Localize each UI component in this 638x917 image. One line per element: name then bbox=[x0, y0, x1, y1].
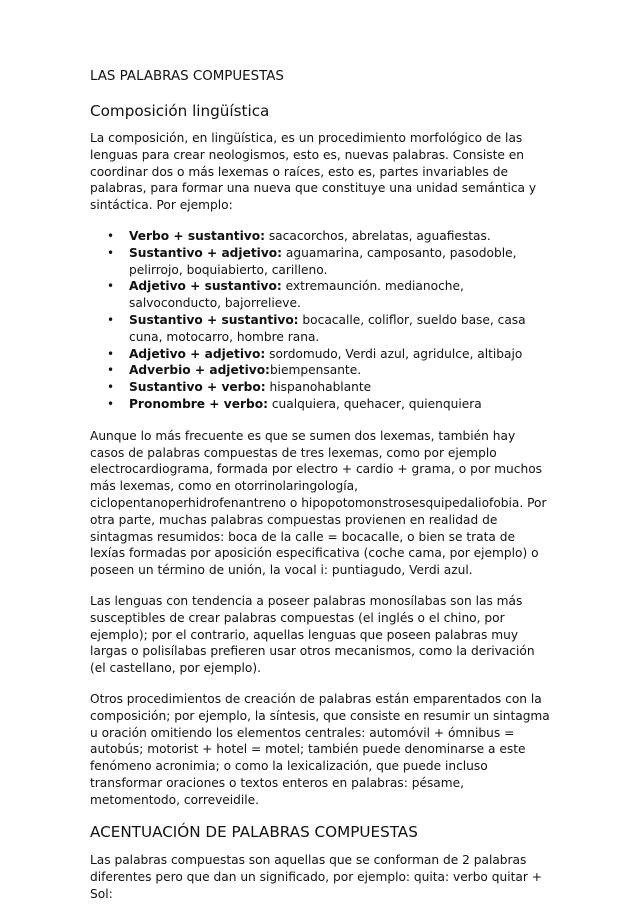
section-heading: Composición lingüística bbox=[90, 102, 270, 120]
list-item-text: cualquiera, quehacer, quienquiera bbox=[267, 396, 482, 411]
body-paragraph: Otros procedimientos de creación de palabras están emparentados con la composición; por ejemplo, la síntesis, que consiste en resumir un sintagma u oración omitiendo los elementos centrales: automóvil + ómnibus = autobús; motorist + hotel = motel; también puede denominarse a este fenómeno acronimia; o como la lexicalización, que puede incluso transformar oraciones o textos enteros en palabras: pésame, metomentodo, correveidile. bbox=[90, 691, 550, 807]
list-item bbox=[129, 379, 552, 396]
list-item-term: Pronombre + verbo: bbox=[129, 396, 268, 411]
list-item-term: Adjetivo + adjetivo: bbox=[129, 346, 266, 361]
list-item bbox=[129, 228, 552, 245]
body-paragraph: Las lenguas con tendencia a poseer palabras monosílabas son las más susceptibles de crear palabras compuestas (el inglés o el chino, por ejemplo); por el contrario, aquellas lenguas que poseen palabras muy largas o polisílabas prefieren usar otros mecanismos, como la derivación (el castellano, por ejemplo). bbox=[90, 593, 535, 676]
intro-paragraph: La composición, en lingüística, es un procedimiento morfológico de las lenguas para crear neologismos, esto es, nuevas palabras. Consiste en coordinar dos o más lexemas o raíces, esto es, partes invariables de palabras, para formar una nueva que constituye una unidad semántica y sintáctica. Por ejemplo: bbox=[90, 131, 537, 213]
body-paragraph: Aunque lo más frecuente es que se sumen dos lexemas, también hay casos de palabras compuestas de tres lexemas, como por ejemplo electrocardiograma, formada por electro + cardio + grama, o por muchos más lexemas, como en otorrinolaringología, ciclopentanoperhidrofenantreno o hipopotomonstrosesquipedaliofobia. Por otra parte, muchas palabras compuestas provienen en realidad de sintagmas resumidos: boca de la calle = bocacalle, o bien se trata de lexías formadas por aposición especificativa (coche cama, por ejemplo) o poseen un término de unión, la vocal i: puntiagudo, Verdi azul. bbox=[90, 428, 547, 578]
list-item bbox=[129, 346, 552, 363]
list-item bbox=[129, 245, 552, 279]
list-item-text: bocacalle, coliflor, sueldo base, casa cuna, motocarro, hombre rana. bbox=[129, 312, 526, 344]
list-item-text: biempensante. bbox=[269, 363, 362, 378]
list-item bbox=[129, 362, 552, 379]
list-item-term: Verbo + sustantivo: bbox=[129, 228, 265, 243]
list-item-term: Sustantivo + sustantivo: bbox=[129, 312, 299, 327]
list-item-text: sacacorchos, abrelatas, aguafiestas. bbox=[264, 228, 491, 243]
list-item bbox=[129, 396, 552, 413]
list-item-term: Adjetivo + sustantivo: bbox=[129, 279, 282, 294]
list-item-text: hispanohablante bbox=[265, 380, 372, 395]
list-item-term: Adverbio + adjetivo: bbox=[129, 363, 270, 378]
section-heading-accentuation: ACENTUACIÓN DE PALABRAS COMPUESTAS bbox=[90, 823, 418, 842]
list-item-term: Sustantivo + adjetivo: bbox=[129, 245, 283, 260]
examples-list bbox=[90, 228, 552, 413]
list-item bbox=[129, 312, 552, 346]
list-item-term: Sustantivo + verbo: bbox=[129, 380, 266, 395]
list-item-text: aguamarina, camposanto, pasodoble, pelirrojo, boquiabierto, carilleno. bbox=[129, 245, 517, 277]
body-paragraph: Las palabras compuestas son aquellas que se conforman de 2 palabras diferentes pero que dan un significado, por ejemplo: quita: verbo quitar + Sol: bbox=[90, 853, 542, 902]
list-item-text: sordomudo, Verdi azul, agridulce, altibajo bbox=[265, 346, 523, 361]
list-item bbox=[129, 278, 552, 312]
document-page bbox=[90, 68, 552, 917]
document-title: LAS PALABRAS COMPUESTAS bbox=[90, 69, 284, 84]
list-item-text: extremaunción. medianoche, salvoconducto, bajorrelieve. bbox=[129, 279, 464, 311]
